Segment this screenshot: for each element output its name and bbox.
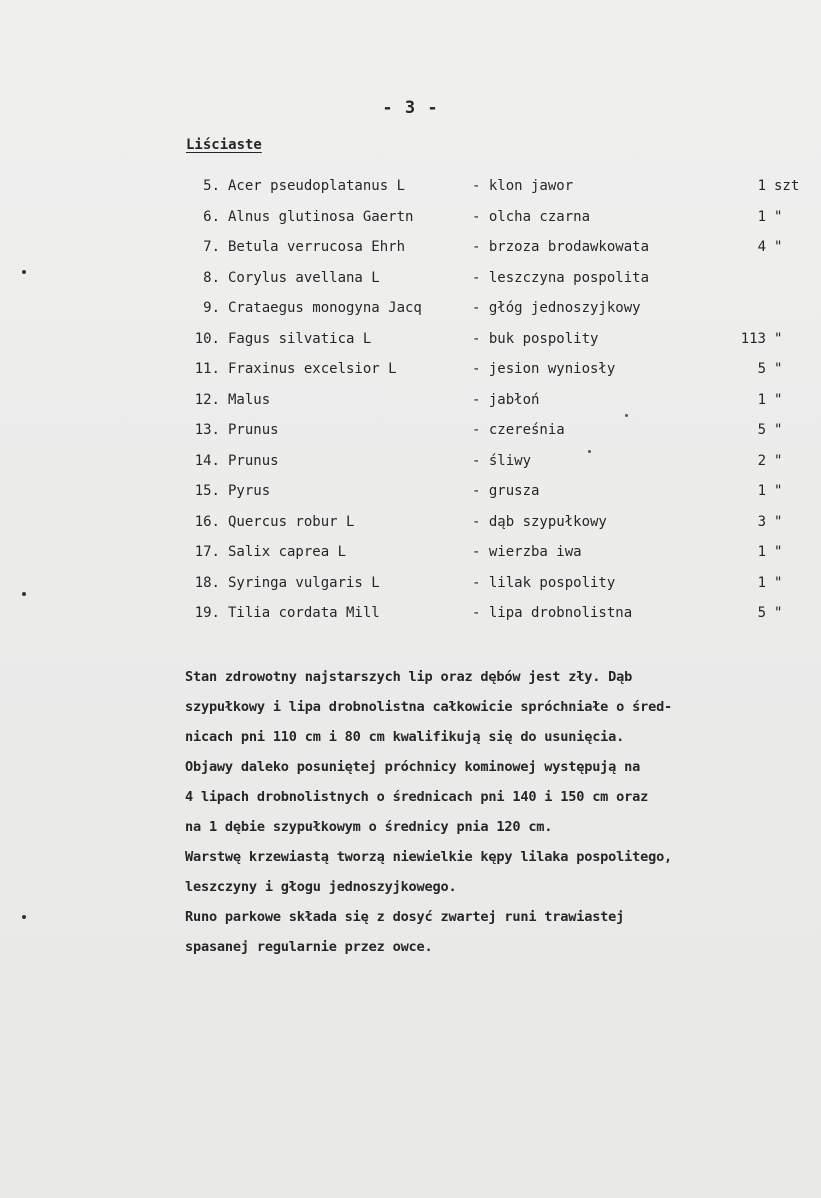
species-list xyxy=(186,178,800,636)
species-row xyxy=(186,270,786,301)
species-unit: " xyxy=(774,605,783,621)
species-polish-name: - klon jawor xyxy=(472,178,574,194)
description-line: Warstwę krzewiastą tworzą niewielkie kępy lilaka pospolitego, xyxy=(185,849,673,865)
species-count: 5 xyxy=(757,605,766,621)
species-latin-name: Acer pseudoplatanus L xyxy=(228,178,406,194)
species-row xyxy=(186,392,786,423)
species-polish-name: - leszczyna pospolita xyxy=(472,269,650,286)
species-polish-name: - jabłoń xyxy=(472,391,540,408)
species-unit: " xyxy=(774,574,783,591)
species-number: 5. xyxy=(203,178,220,194)
species-number: 15. xyxy=(194,483,220,499)
species-row xyxy=(186,361,786,392)
species-polish-name: - wierzba iwa xyxy=(472,544,582,560)
description-text xyxy=(185,662,815,962)
species-number: 18. xyxy=(194,574,220,591)
description-line: na 1 dębie szypułkowym o średnicy pnia 120 cm. xyxy=(185,819,553,835)
species-count: 5 xyxy=(757,361,766,377)
species-row xyxy=(186,239,786,270)
species-number: 12. xyxy=(194,391,220,408)
species-row xyxy=(186,483,786,514)
species-number: 7. xyxy=(203,239,220,255)
species-row xyxy=(186,453,786,484)
species-unit: " xyxy=(774,513,783,530)
species-row xyxy=(186,514,786,545)
species-latin-name: Fagus silvatica L xyxy=(228,330,372,347)
species-latin-name: Tilia cordata Mill xyxy=(228,605,380,621)
species-count: 1 xyxy=(757,544,766,560)
species-unit: " xyxy=(774,239,783,255)
margin-mark xyxy=(22,270,26,274)
margin-mark xyxy=(22,915,26,919)
species-row xyxy=(186,422,786,453)
species-number: 8. xyxy=(203,269,220,286)
species-polish-name: - śliwy xyxy=(472,452,532,469)
species-latin-name: Syringa vulgaris L xyxy=(228,574,380,591)
speck-mark xyxy=(625,414,628,417)
species-count: 4 xyxy=(757,239,766,255)
species-count: 3 xyxy=(757,513,766,530)
species-polish-name: - brzoza brodawkowata xyxy=(472,239,650,255)
species-number: 17. xyxy=(194,544,220,560)
species-number: 6. xyxy=(203,208,220,225)
description-line: 4 lipach drobnolistnych o średnicach pni 140 i 150 cm oraz xyxy=(185,789,649,805)
species-row xyxy=(186,209,786,240)
species-count: 1 xyxy=(757,483,766,499)
description-line: Runo parkowe składa się z dosyć zwartej runi trawiastej xyxy=(185,909,625,925)
species-number: 11. xyxy=(194,361,220,377)
page-number: - 3 - xyxy=(382,98,439,118)
margin-mark xyxy=(22,592,26,596)
species-polish-name: - lilak pospolity xyxy=(472,574,616,591)
species-polish-name: - czereśnia xyxy=(472,422,565,438)
description-line: leszczyny i głogu jednoszyjkowego. xyxy=(185,879,457,895)
species-count: 1 xyxy=(757,391,766,408)
species-latin-name: Crataegus monogyna Jacq xyxy=(228,300,422,316)
species-number: 13. xyxy=(194,422,220,438)
species-latin-name: Prunus xyxy=(228,422,279,438)
species-unit: " xyxy=(774,361,783,377)
description-line: Objawy daleko posuniętej próchnicy kominowej występują na xyxy=(185,759,641,775)
description-line: nicach pni 110 cm i 80 cm kwalifikują się do usunięcia. xyxy=(185,729,625,745)
description-line: Stan zdrowotny najstarszych lip oraz dębów jest zły. Dąb xyxy=(185,669,633,685)
speck-mark xyxy=(588,450,591,453)
species-row xyxy=(186,544,786,575)
species-polish-name: - dąb szypułkowy xyxy=(472,513,607,530)
species-count: 2 xyxy=(757,452,766,469)
species-unit: " xyxy=(774,483,783,499)
species-count: 1 xyxy=(757,178,766,194)
description-line: spasanej regularnie przez owce. xyxy=(185,939,433,955)
species-number: 14. xyxy=(194,452,220,469)
section-heading: Liściaste xyxy=(186,137,262,153)
species-polish-name: - głóg jednoszyjkowy xyxy=(472,300,641,316)
species-latin-name: Salix caprea L xyxy=(228,544,347,560)
species-unit: " xyxy=(774,544,783,560)
species-number: 9. xyxy=(203,300,220,316)
species-unit: " xyxy=(774,422,783,438)
species-unit: " xyxy=(774,330,783,347)
species-polish-name: - grusza xyxy=(472,483,540,499)
species-count: 1 xyxy=(757,574,766,591)
species-latin-name: Fraxinus excelsior L xyxy=(228,361,397,377)
species-count: 113 xyxy=(740,330,766,347)
species-number: 16. xyxy=(194,513,220,530)
species-count: 5 xyxy=(757,422,766,438)
species-number: 19. xyxy=(194,605,220,621)
species-row xyxy=(186,300,786,331)
species-latin-name: Pyrus xyxy=(228,483,271,499)
species-unit: " xyxy=(774,391,783,408)
species-polish-name: - lipa drobnolistna xyxy=(472,605,633,621)
species-unit: " xyxy=(774,452,783,469)
species-row xyxy=(186,178,800,209)
species-latin-name: Betula verrucosa Ehrh xyxy=(228,239,406,255)
species-unit: " xyxy=(774,208,783,225)
description-line: szypułkowy i lipa drobnolistna całkowicie spróchniałe o śred- xyxy=(185,699,673,715)
species-count: 1 xyxy=(757,208,766,225)
species-row xyxy=(186,575,786,606)
species-unit: szt xyxy=(774,178,800,194)
species-row xyxy=(186,605,786,636)
species-latin-name: Quercus robur L xyxy=(228,513,355,530)
species-number: 10. xyxy=(194,330,220,347)
species-polish-name: - jesion wyniosły xyxy=(472,361,616,377)
species-latin-name: Malus xyxy=(228,391,271,408)
species-polish-name: - buk pospolity xyxy=(472,330,599,347)
species-latin-name: Alnus glutinosa Gaertn xyxy=(228,208,414,225)
species-latin-name: Corylus avellana L xyxy=(228,269,380,286)
species-latin-name: Prunus xyxy=(228,452,279,469)
species-row xyxy=(186,331,786,362)
species-polish-name: - olcha czarna xyxy=(472,208,591,225)
